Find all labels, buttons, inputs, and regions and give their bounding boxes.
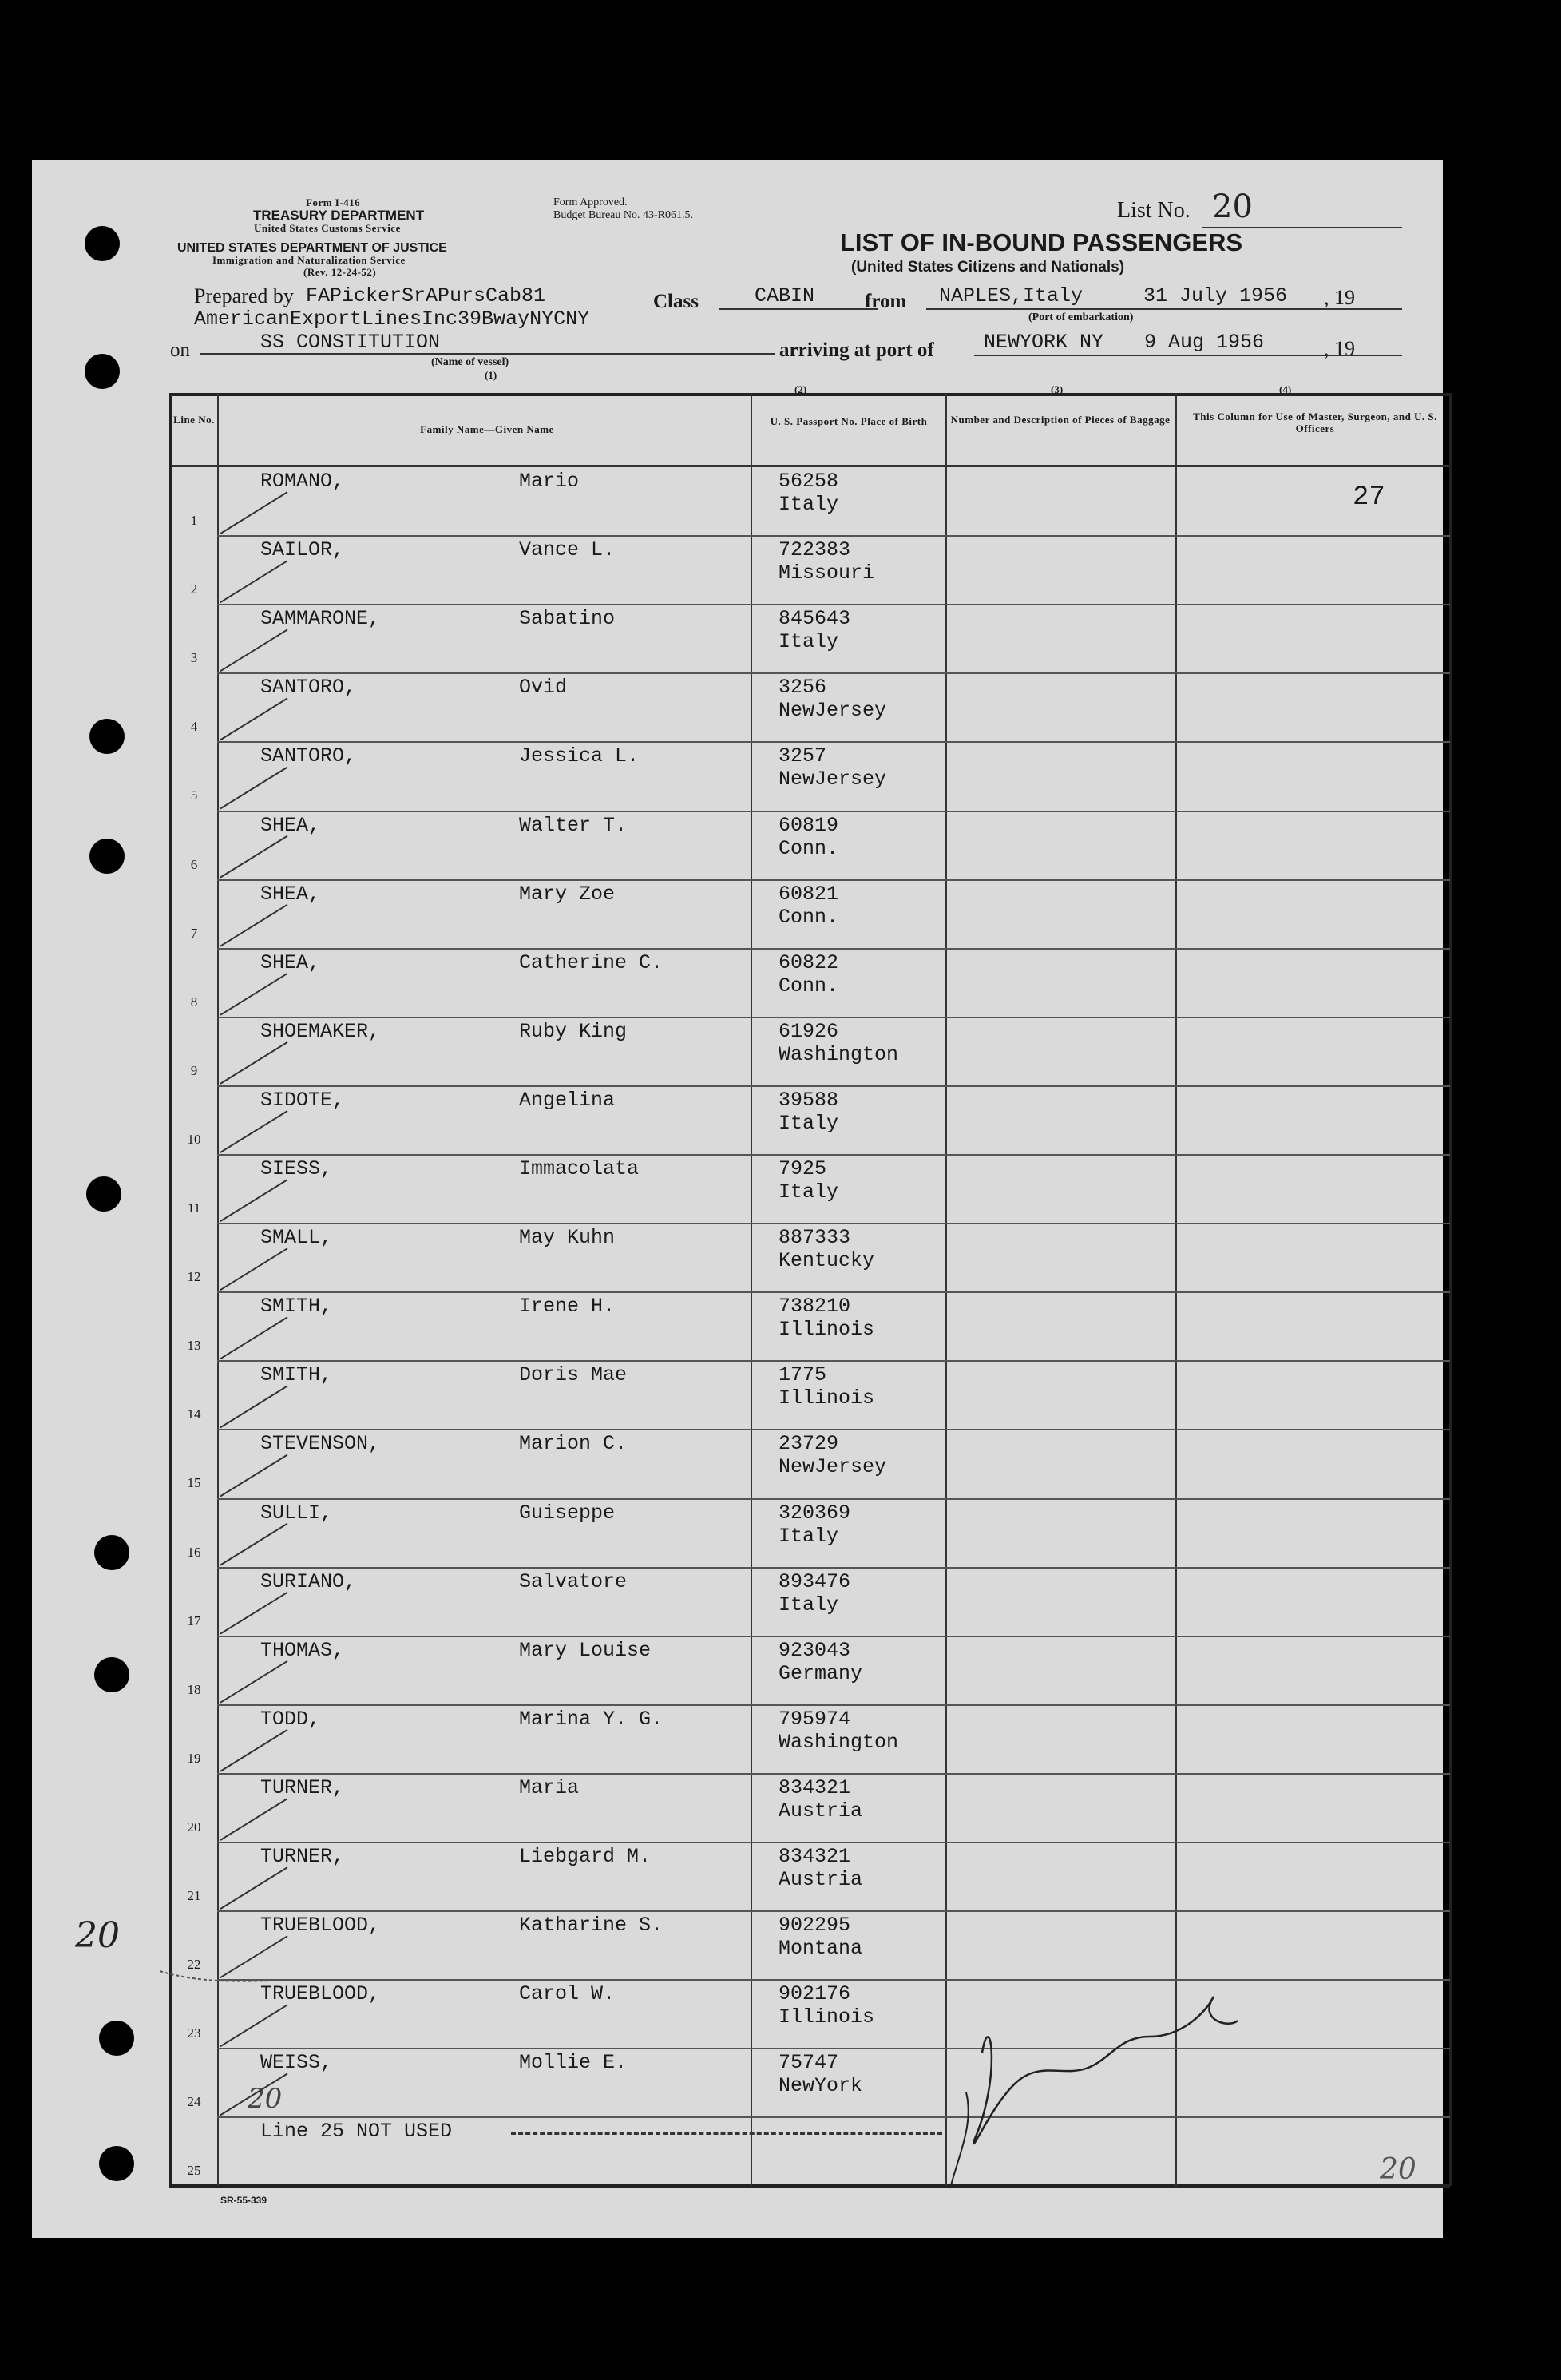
passport-number: 3257 — [779, 744, 827, 768]
col-num-4: (4) — [1279, 383, 1292, 395]
place-of-birth: Germany — [779, 1661, 863, 1685]
embark-date: 31 July 1956 — [1143, 284, 1288, 307]
punch-hole — [85, 354, 120, 389]
from-label: from — [865, 291, 907, 312]
passport-number: 61926 — [779, 1019, 839, 1043]
arriving-label: arriving at port of — [779, 339, 934, 361]
passport-number: 60819 — [779, 813, 839, 837]
given-name: Ruby King — [519, 1019, 628, 1043]
class-value: CABIN — [755, 284, 815, 307]
passport-number: 845643 — [779, 607, 851, 631]
punch-hole — [94, 1535, 129, 1570]
passport-number: 1775 — [779, 1363, 827, 1387]
col-num-1: (1) — [485, 369, 497, 381]
family-name: SHEA, — [260, 950, 321, 974]
officer-count: 27 — [1353, 482, 1385, 513]
given-name: May Kuhn — [519, 1226, 616, 1250]
given-name: Irene H. — [519, 1295, 616, 1319]
family-name: TRUEBLOOD, — [260, 1914, 381, 1938]
passport-number: 320369 — [779, 1501, 851, 1525]
given-name: Katharine S. — [519, 1914, 664, 1938]
family-name: Line 25 NOT USED — [260, 2120, 453, 2144]
margin-note: 20 — [75, 1915, 120, 1956]
place-of-birth: Italy — [779, 1111, 839, 1135]
given-name: Catherine C. — [519, 950, 664, 974]
pen-marks — [32, 160, 1443, 2238]
bottom-right-note: 20 — [1380, 2153, 1416, 2186]
family-name: THOMAS, — [260, 1638, 345, 1662]
place-of-birth: Washington — [779, 1730, 899, 1754]
line-number: 17 — [187, 1612, 201, 1628]
officer-signature — [973, 1997, 1238, 2144]
punch-hole — [89, 719, 125, 754]
header-name: Family Name—Given Name — [420, 423, 554, 435]
passport-number: 75747 — [779, 2051, 839, 2075]
given-name: Ovid — [519, 676, 568, 700]
class-label: Class — [653, 291, 699, 312]
arrival-date: 9 Aug 1956 — [1144, 331, 1265, 354]
footer-code: SR-55-339 — [220, 2195, 267, 2206]
place-of-birth: NewYork — [779, 2074, 863, 2098]
vessel-name: SS CONSTITUTION — [260, 331, 441, 354]
treasury-department: TREASURY DEPARTMENT — [253, 208, 425, 223]
line-number: 3 — [190, 650, 198, 666]
family-name: SANTORO, — [260, 676, 357, 700]
header-baggage: Number and Description of Pieces of Baggage — [950, 414, 1171, 426]
line-number: 25 — [187, 2163, 201, 2179]
place-of-birth: NewJersey — [779, 768, 887, 791]
passport-number: 56258 — [779, 470, 839, 493]
page-title: LIST OF IN-BOUND PASSENGERS — [840, 228, 1243, 256]
passport-number: 795974 — [779, 1707, 851, 1731]
line-number: 1 — [190, 513, 198, 528]
punch-hole — [86, 1176, 121, 1212]
place-of-birth: Italy — [779, 493, 839, 516]
ins-service: Immigration and Naturalization Service — [212, 254, 406, 266]
budget-bureau: Budget Bureau No. 43-R061.5. — [553, 209, 693, 221]
line-number: 7 — [190, 925, 198, 941]
family-name: SIESS, — [260, 1157, 333, 1180]
customs-service: United States Customs Service — [254, 222, 401, 234]
year-suffix: , 19 — [1324, 337, 1355, 360]
family-name: TURNER, — [260, 1845, 345, 1868]
family-name: TURNER, — [260, 1775, 345, 1799]
place-of-birth: Montana — [779, 1937, 863, 1961]
given-name: Sabatino — [519, 607, 616, 631]
prepared-by-label: Prepared by — [194, 284, 294, 307]
punch-hole — [99, 2021, 134, 2056]
punch-hole — [94, 1657, 129, 1692]
line-number: 6 — [190, 856, 198, 872]
passport-number: 902176 — [779, 1982, 851, 2006]
given-name: Marion C. — [519, 1432, 628, 1456]
line-number: 8 — [190, 994, 198, 1010]
family-name: TRUEBLOOD, — [260, 1982, 381, 2006]
line-number: 5 — [190, 787, 198, 803]
place-of-birth: Conn. — [779, 905, 839, 929]
given-name: Immacolata — [519, 1157, 640, 1180]
passport-number: 39588 — [779, 1088, 839, 1112]
place-of-birth: Kentucky — [779, 1249, 875, 1273]
passport-number: 902295 — [779, 1914, 851, 1938]
family-name: SMITH, — [260, 1295, 333, 1319]
passport-number: 834321 — [779, 1845, 851, 1868]
family-name: SHEA, — [260, 882, 321, 906]
line-number: 19 — [187, 1750, 201, 1766]
prepared-by-value: FAPickerSrAPursCab81 — [306, 284, 546, 307]
place-of-birth: Illinois — [779, 1386, 875, 1410]
given-name: Vance L. — [519, 538, 616, 562]
place-of-birth: Conn. — [779, 836, 839, 860]
family-name: TODD, — [260, 1707, 321, 1731]
family-name: SIDOTE, — [260, 1088, 345, 1112]
line-number: 2 — [190, 581, 198, 597]
place-of-birth: Washington — [779, 1042, 899, 1066]
passport-number: 834321 — [779, 1775, 851, 1799]
on-label: on — [170, 339, 190, 361]
embark-port: NAPLES,Italy — [939, 284, 1084, 307]
given-name: Mario — [519, 470, 580, 493]
place-of-birth: Italy — [779, 1180, 839, 1204]
passport-number: 722383 — [779, 538, 851, 562]
given-name: Guiseppe — [519, 1501, 616, 1525]
vessel-caption: (Name of vessel) — [431, 356, 509, 368]
document-page — [32, 160, 1443, 2238]
header-passport: U. S. Passport No. Place of Birth — [770, 415, 928, 427]
given-name: Mollie E. — [519, 2051, 628, 2075]
family-name: SMITH, — [260, 1363, 333, 1387]
line-number: 22 — [187, 1957, 201, 1973]
list-no-label: List No. — [1117, 198, 1191, 223]
arrival-port: NEWYORK NY — [984, 331, 1104, 354]
col-num-3: (3) — [1051, 383, 1064, 395]
passport-number: 738210 — [779, 1295, 851, 1319]
family-name: SMALL, — [260, 1226, 333, 1250]
given-name: Liebgard M. — [519, 1845, 652, 1868]
place-of-birth: Italy — [779, 1524, 839, 1548]
header-line-no: Line No. — [173, 414, 215, 426]
family-name: SHOEMAKER, — [260, 1019, 381, 1043]
line-number: 4 — [190, 719, 198, 735]
passport-number: 3256 — [779, 676, 827, 700]
place-of-birth: NewJersey — [779, 699, 887, 723]
family-name: SANTORO, — [260, 744, 357, 768]
given-name: Maria — [519, 1775, 580, 1799]
line-number: 24 — [187, 2094, 201, 2110]
passport-number: 923043 — [779, 1638, 851, 1662]
justice-department: UNITED STATES DEPARTMENT OF JUSTICE — [177, 241, 447, 255]
line-number: 13 — [187, 1338, 201, 1354]
family-name: ROMANO, — [260, 470, 345, 493]
passport-number: 893476 — [779, 1569, 851, 1593]
port-embark-caption: (Port of embarkation) — [1028, 311, 1134, 323]
place-of-birth: Illinois — [779, 1318, 875, 1342]
place-of-birth: Austria — [779, 1868, 863, 1891]
line-number: 21 — [187, 1888, 201, 1903]
given-name: Marina Y. G. — [519, 1707, 664, 1731]
place-of-birth: Austria — [779, 1799, 863, 1823]
col-num-2: (2) — [794, 383, 807, 395]
family-name: WEISS, — [260, 2051, 333, 2075]
place-of-birth: Missouri — [779, 561, 875, 585]
given-name: Carol W. — [519, 1982, 616, 2006]
given-name: Mary Louise — [519, 1638, 652, 1662]
line-number: 10 — [187, 1131, 201, 1147]
form-approved: Form Approved. — [553, 196, 628, 208]
prepared-by-company: AmericanExportLinesInc39BwayNYCNY — [194, 307, 590, 331]
given-name: Angelina — [519, 1088, 616, 1112]
line24-note: 20 — [248, 2083, 283, 2115]
given-name: Mary Zoe — [519, 882, 616, 906]
list-no-value: 20 — [1212, 188, 1253, 225]
place-of-birth: Italy — [779, 630, 839, 654]
place-of-birth: NewJersey — [779, 1455, 887, 1479]
line-number: 14 — [187, 1406, 201, 1422]
passport-number: 60821 — [779, 882, 839, 906]
line-number: 11 — [187, 1200, 201, 1216]
family-name: SAMMARONE, — [260, 607, 381, 631]
punch-hole — [89, 839, 125, 874]
page-subtitle: (United States Citizens and Nationals) — [851, 259, 1125, 276]
given-name: Doris Mae — [519, 1363, 628, 1387]
revision-date: (Rev. 12-24-52) — [303, 266, 377, 278]
place-of-birth: Italy — [779, 1593, 839, 1616]
line-number: 12 — [187, 1269, 201, 1285]
given-name: Walter T. — [519, 813, 628, 837]
line-number: 15 — [187, 1475, 201, 1491]
family-name: SULLI, — [260, 1501, 333, 1525]
passport-number: 887333 — [779, 1226, 851, 1250]
year-suffix: , 19 — [1324, 286, 1355, 309]
family-name: SHEA, — [260, 813, 321, 837]
line-number: 20 — [187, 1819, 201, 1835]
form-number: Form I-416 — [306, 196, 361, 208]
place-of-birth: Illinois — [779, 2005, 875, 2029]
given-name: Salvatore — [519, 1569, 628, 1593]
line-number: 9 — [190, 1062, 198, 1078]
line-number: 23 — [187, 2025, 201, 2041]
header-officers: This Column for Use of Master, Surgeon, and U. S. Officers — [1193, 411, 1437, 434]
passport-number: 23729 — [779, 1432, 839, 1456]
punch-hole — [99, 2146, 134, 2181]
family-name: SURIANO, — [260, 1569, 357, 1593]
passport-number: 7925 — [779, 1157, 827, 1180]
family-name: SAILOR, — [260, 538, 345, 562]
place-of-birth: Conn. — [779, 974, 839, 998]
line-number: 16 — [187, 1544, 201, 1560]
punch-hole — [85, 226, 120, 261]
family-name: STEVENSON, — [260, 1432, 381, 1456]
passport-number: 60822 — [779, 950, 839, 974]
given-name: Jessica L. — [519, 744, 640, 768]
line-number: 18 — [187, 1681, 201, 1697]
